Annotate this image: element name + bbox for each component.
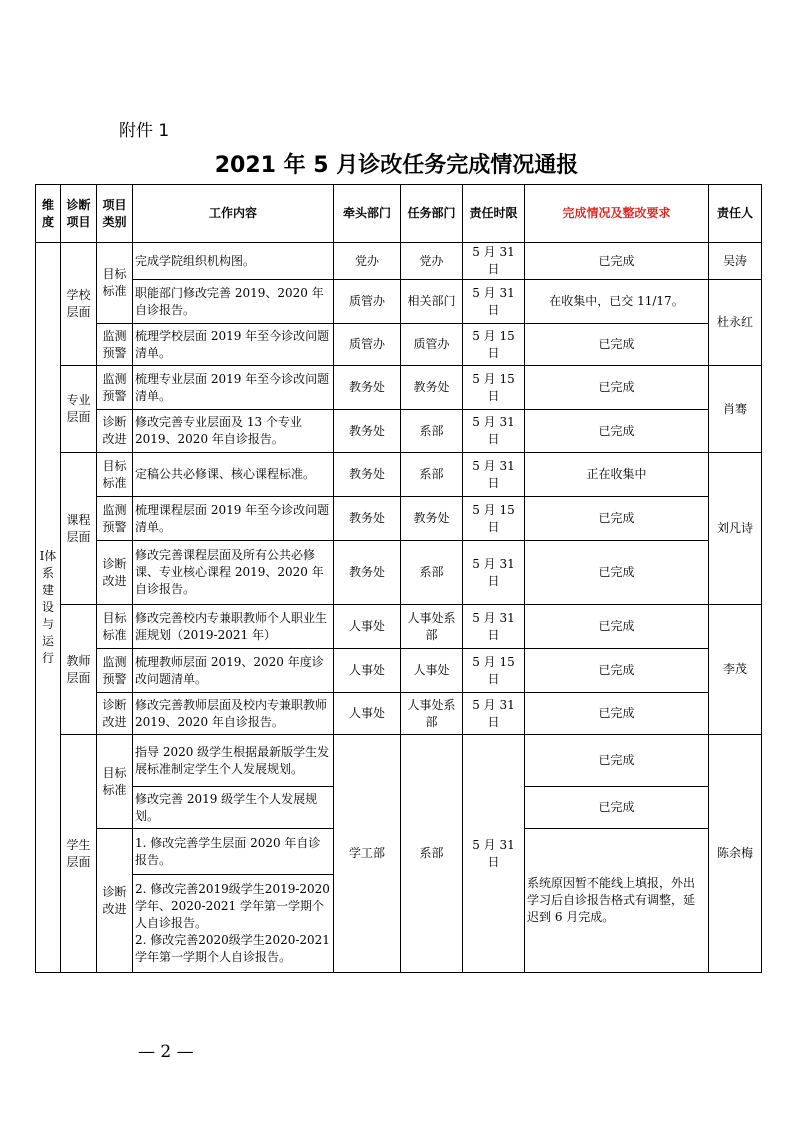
- status-cell: 已完成: [525, 497, 709, 541]
- work-cell: 定稿公共必修课、核心课程标准。: [133, 453, 334, 497]
- header-diag-project: 诊断项目: [61, 185, 97, 243]
- work-cell: 修改完善专业层面及 13 个专业 2019、2020 年自诊报告。: [133, 410, 334, 453]
- lead-cell: 教务处: [334, 497, 401, 541]
- header-task: 任务部门: [401, 185, 463, 243]
- deadline-cell: 5 月 31 日: [463, 453, 525, 497]
- deadline-cell: 5 月 15 日: [463, 497, 525, 541]
- status-cell: 已完成: [525, 243, 709, 280]
- type-monitor: 监测预警: [97, 366, 133, 410]
- lead-cell: 教务处: [334, 410, 401, 453]
- table-row: [36, 324, 762, 366]
- status-table: [35, 184, 762, 973]
- header-status: 完成情况及整改要求: [525, 185, 709, 243]
- type-monitor: 监测预警: [97, 324, 133, 366]
- deadline-cell: 5 月 31 日: [463, 605, 525, 649]
- type-target: 目标标准: [97, 453, 133, 497]
- task-cell: 系部: [401, 541, 463, 605]
- lead-cell: 教务处: [334, 366, 401, 410]
- task-cell: 人事处系部: [401, 605, 463, 649]
- status-cell: 已完成: [525, 605, 709, 649]
- status-cell: 已完成: [525, 649, 709, 693]
- task-cell: 系部: [401, 410, 463, 453]
- work-cell: 指导 2020 级学生根据最新版学生发展标准制定学生个人发展规划。: [133, 735, 334, 787]
- work-cell: 修改完善课程层面及所有公共必修课、专业核心课程 2019、2020 年自诊报告。: [133, 541, 334, 605]
- type-target: 目标标准: [97, 605, 133, 649]
- status-cell: 已完成: [525, 366, 709, 410]
- table-row: [36, 453, 762, 497]
- type-monitor: 监测预警: [97, 649, 133, 693]
- lead-cell: 质管办: [334, 324, 401, 366]
- task-cell: 系部: [401, 453, 463, 497]
- work-cell: 梳理学校层面 2019 年至今诊改问题清单。: [133, 324, 334, 366]
- status-cell: 系统原因暂不能线上填报，外出学习后自诊报告格式有调整，延迟到 6 月完成。: [525, 829, 709, 973]
- work-line: 2. 修改完善2020级学生2020-2021学年第一学期个人自诊报告。: [135, 933, 330, 964]
- type-monitor: 监测预警: [97, 497, 133, 541]
- deadline-cell: 5 月 31 日: [463, 280, 525, 324]
- status-cell: 已完成: [525, 735, 709, 787]
- work-cell: 梳理教师层面 2019、2020 年度诊改问题清单。: [133, 649, 334, 693]
- task-cell: 质管办: [401, 324, 463, 366]
- work-line: 2. 修改完善2019级学生2019-2020学年、2020-2021 学年第一学期个人自诊报告。: [135, 882, 330, 930]
- lead-cell: 学工部: [334, 735, 401, 973]
- table-row: [36, 410, 762, 453]
- table-row: [36, 243, 762, 280]
- owner-cell: 杜永红: [709, 280, 762, 366]
- table-row: [36, 693, 762, 735]
- table-row: [36, 280, 762, 324]
- task-cell: 人事处系部: [401, 693, 463, 735]
- status-cell: 已完成: [525, 693, 709, 735]
- task-cell: 党办: [401, 243, 463, 280]
- work-cell: [133, 875, 334, 973]
- work-cell: 梳理专业层面 2019 年至今诊改问题清单。: [133, 366, 334, 410]
- page-number: — 2 —: [138, 1042, 194, 1062]
- status-cell: 已完成: [525, 324, 709, 366]
- header-work: 工作内容: [133, 185, 334, 243]
- header-item-type: 项目类别: [97, 185, 133, 243]
- deadline-cell: 5 月 31 日: [463, 693, 525, 735]
- deadline-cell: 5 月 15 日: [463, 649, 525, 693]
- task-cell: 教务处: [401, 497, 463, 541]
- project-major: 专业层面: [61, 366, 97, 453]
- type-diagnose: 诊断改进: [97, 829, 133, 973]
- project-course: 课程层面: [61, 453, 97, 605]
- status-cell: 已完成: [525, 787, 709, 829]
- type-diagnose: 诊断改进: [97, 410, 133, 453]
- owner-cell: 刘凡诗: [709, 453, 762, 605]
- status-cell: 在收集中，已交 11/17。: [525, 280, 709, 324]
- table-row: [36, 541, 762, 605]
- header-owner: 责任人: [709, 185, 762, 243]
- table-row: [36, 366, 762, 410]
- task-cell: 系部: [401, 735, 463, 973]
- project-school: 学校层面: [61, 243, 97, 366]
- type-diagnose: 诊断改进: [97, 693, 133, 735]
- deadline-cell: 5 月 15 日: [463, 324, 525, 366]
- owner-cell: 吴涛: [709, 243, 762, 280]
- lead-cell: 教务处: [334, 541, 401, 605]
- type-target: 目标标准: [97, 735, 133, 829]
- status-cell: 已完成: [525, 410, 709, 453]
- table-row: [36, 497, 762, 541]
- deadline-cell: 5 月 31 日: [463, 541, 525, 605]
- table-row: [36, 735, 762, 787]
- work-cell: 梳理课程层面 2019 年至今诊改问题清单。: [133, 497, 334, 541]
- work-cell: 修改完善教师层面及校内专兼职教师 2019、2020 年自诊报告。: [133, 693, 334, 735]
- project-teacher: 教师层面: [61, 605, 97, 735]
- attachment-label: 附件 1: [119, 121, 170, 141]
- work-cell: 完成学院组织机构图。: [133, 243, 334, 280]
- task-cell: 人事处: [401, 649, 463, 693]
- deadline-cell: 5 月 31 日: [463, 735, 525, 973]
- header-lead: 牵头部门: [334, 185, 401, 243]
- header-deadline: 责任时限: [463, 185, 525, 243]
- dimension-cell: Ⅰ体系建设与运行: [36, 243, 61, 973]
- work-cell: 职能部门修改完善 2019、2020 年自诊报告。: [133, 280, 334, 324]
- work-cell: 修改完善校内专兼职教师个人职业生涯规划（2019-2021 年）: [133, 605, 334, 649]
- lead-cell: 党办: [334, 243, 401, 280]
- type-target: 目标标准: [97, 243, 133, 324]
- status-cell: 已完成: [525, 541, 709, 605]
- lead-cell: 教务处: [334, 453, 401, 497]
- header-row: [36, 185, 762, 243]
- deadline-cell: 5 月 15 日: [463, 366, 525, 410]
- page-title: 2021 年 5 月诊改任务完成情况通报: [214, 153, 579, 178]
- task-cell: 教务处: [401, 366, 463, 410]
- deadline-cell: 5 月 31 日: [463, 243, 525, 280]
- type-diagnose: 诊断改进: [97, 541, 133, 605]
- work-cell: 修改完善 2019 级学生个人发展规划。: [133, 787, 334, 829]
- status-cell: 正在收集中: [525, 453, 709, 497]
- lead-cell: 人事处: [334, 649, 401, 693]
- project-student: 学生层面: [61, 735, 97, 973]
- owner-cell: 陈余梅: [709, 735, 762, 973]
- owner-cell: 肖骞: [709, 366, 762, 453]
- lead-cell: 质管办: [334, 280, 401, 324]
- owner-cell: 李茂: [709, 605, 762, 735]
- lead-cell: 人事处: [334, 605, 401, 649]
- header-dimension: 维度: [36, 185, 61, 243]
- task-cell: 相关部门: [401, 280, 463, 324]
- table-row: [36, 605, 762, 649]
- lead-cell: 人事处: [334, 693, 401, 735]
- table-row: [36, 649, 762, 693]
- work-cell: 1. 修改完善学生层面 2020 年自诊报告。: [133, 829, 334, 875]
- deadline-cell: 5 月 31 日: [463, 410, 525, 453]
